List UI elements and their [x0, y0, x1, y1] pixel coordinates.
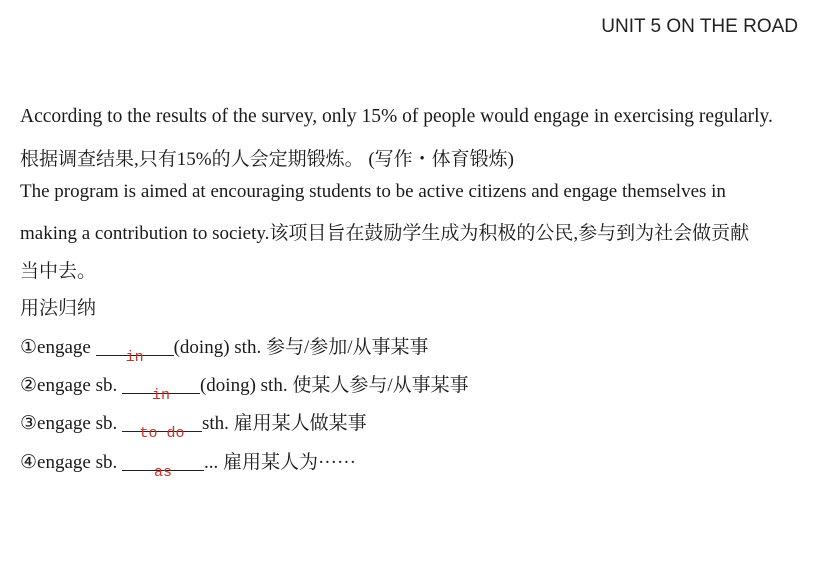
example-sentence-en: According to the results of the survey, only 15% of people would engage in exercising regularly.	[20, 106, 773, 127]
answer-blank	[122, 413, 202, 442]
usage-item-suffix: (doing) sth. 使某人参与/从事某事	[199, 375, 469, 396]
usage-item-1	[20, 332, 429, 366]
answer-text: to do	[139, 425, 185, 442]
usage-item-suffix: (doing) sth. 参与/参加/从事某事	[173, 337, 429, 358]
paragraph-line-2: making a contribution to society.该项目旨在鼓励学生成为积极的公民,参与到为社会做贡献	[20, 223, 750, 244]
usage-item-prefix: ①engage	[20, 337, 96, 358]
usage-item-prefix: ②engage sb.	[20, 375, 122, 396]
usage-item-prefix: ③engage sb.	[20, 413, 122, 434]
usage-summary-heading: 用法归纳	[20, 298, 97, 319]
usage-item-2	[20, 370, 469, 404]
paragraph-line-1: The program is aimed at encouraging students to be active citizens and engage themselves in	[20, 181, 726, 202]
usage-item-4	[20, 447, 356, 481]
usage-item-suffix: ... 雇用某人为······	[203, 452, 356, 473]
answer-blank	[96, 337, 174, 366]
answer-text: in	[125, 349, 144, 366]
example-sentence-zh: 根据调查结果,只有15%的人会定期锻炼。 (写作・体育锻炼)	[20, 149, 514, 170]
usage-item-suffix: sth. 雇用某人做某事	[201, 413, 367, 434]
answer-blank	[122, 375, 200, 404]
usage-item-3	[20, 408, 367, 442]
paragraph-line-3: 当中去。	[20, 261, 97, 282]
answer-text: in	[151, 387, 170, 404]
answer-blank	[122, 452, 204, 481]
usage-item-prefix: ④engage sb.	[20, 452, 122, 473]
answer-text: as	[153, 464, 172, 481]
unit-header: UNIT 5 ON THE ROAD	[601, 16, 798, 37]
